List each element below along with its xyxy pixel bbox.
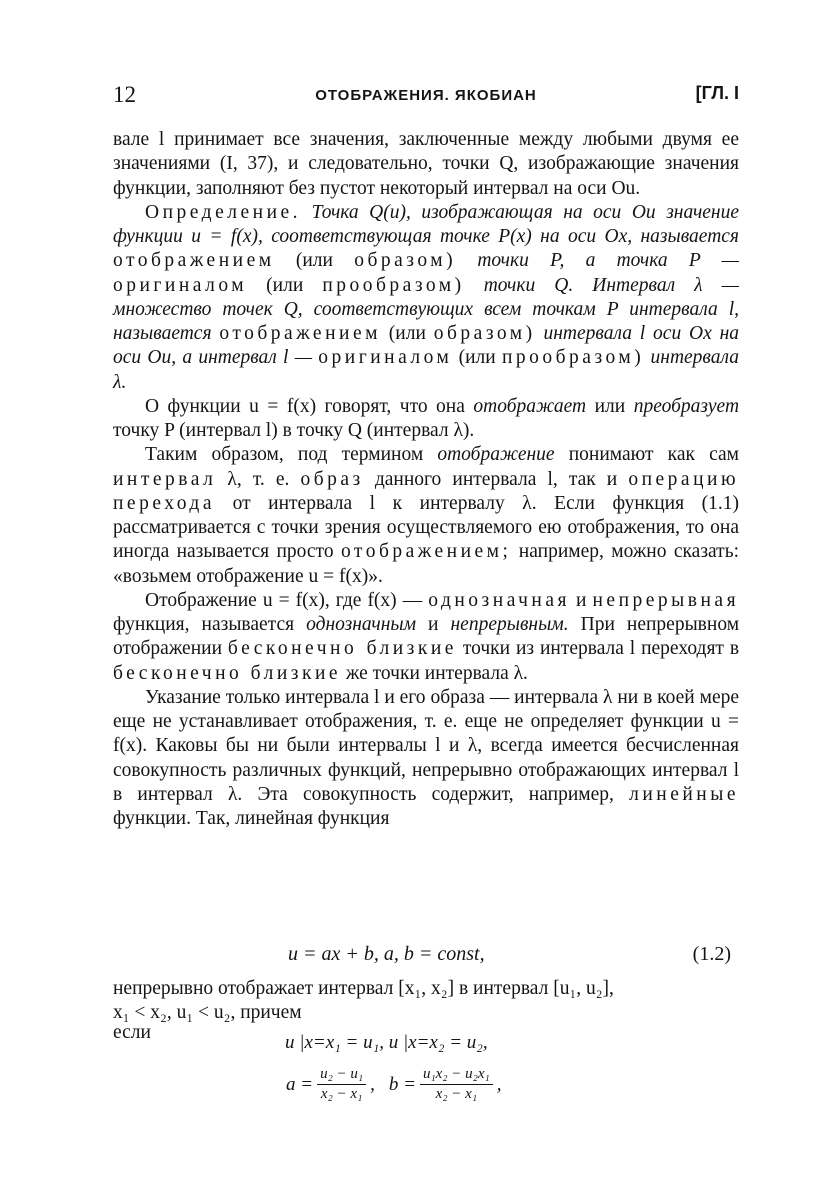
- p6-term-linear: линейные: [629, 783, 739, 805]
- paragraph-3: [113, 395, 739, 444]
- definition-text-5: интервала λ.: [113, 347, 739, 393]
- p5-term-single-valued-2: однозначным: [306, 614, 417, 635]
- paragraph-4: [113, 443, 739, 589]
- after-line-2: x₁ < x₂, u₁ < u₂, причем: [113, 1002, 302, 1024]
- p4-text-4: данного интервала l, так и: [374, 468, 618, 490]
- p5-text-5: же точки интервала λ.: [345, 662, 528, 684]
- p5-text-3: При непрерывном отображении: [113, 614, 740, 660]
- p3-text-2: точку P (интервал l) в точку Q (интервал λ).: [113, 420, 475, 441]
- definition-text-4: интервала l оси Ox на оси Ou, а интервал l —: [113, 323, 740, 369]
- term-preimage: прообразом): [322, 274, 465, 296]
- paragraph-definition: [113, 201, 739, 395]
- p4-text-2: понимают как сам: [568, 444, 739, 466]
- end-punct: ,: [496, 1073, 502, 1095]
- p3-text-1: О функции u = f(x) говорят, что она: [145, 395, 465, 417]
- definition-text-3: точки Q. Интервал λ — множество точек Q, соответствующих всем точкам P интервала l, называется: [113, 274, 740, 344]
- p5-text-4: точки из интервала l переходят в: [462, 638, 740, 660]
- paragraph-5: [113, 589, 739, 686]
- text-or: (или: [295, 250, 333, 272]
- coefficient-formulas: [286, 1066, 502, 1103]
- a-numerator: u₂ − u₁: [317, 1066, 366, 1085]
- term-obraz: образом): [354, 250, 457, 272]
- p5-text-2: функция, называется: [113, 614, 295, 635]
- equation-1-2: [113, 943, 739, 971]
- p3-term-transforms: преобразует: [633, 395, 740, 417]
- definition-heading: Определение.: [145, 201, 302, 223]
- p5-term-continuous-2: непрерывным.: [450, 614, 569, 635]
- paragraph-6: [113, 686, 739, 832]
- page-number: 12: [113, 82, 136, 107]
- p5-text-and: и: [576, 589, 587, 611]
- b-fraction: [420, 1066, 493, 1103]
- p4-term-interval: интервал: [113, 468, 217, 490]
- p4-text-6: например, можно сказать: «возьмем отображение u = f(x)».: [113, 541, 740, 587]
- page-header: [113, 82, 739, 112]
- after-equation-text: [113, 977, 739, 1026]
- body-text: [113, 128, 739, 831]
- esli-label: если: [113, 1022, 151, 1043]
- term-preimage-2: прообразом): [501, 347, 645, 369]
- text-or-2: (или: [266, 274, 304, 296]
- term-image-2: отображением: [219, 323, 381, 344]
- separator: ,: [370, 1073, 375, 1095]
- term-image: отображением: [113, 250, 275, 272]
- b-label: b =: [388, 1073, 416, 1095]
- term-original: оригиналом: [113, 274, 248, 296]
- equation-number: (1.2): [692, 943, 731, 965]
- chapter-label: [ГЛ. I: [695, 83, 739, 103]
- definition-text-1: Точка Q(u), изображающая на оси Ou значение функции u = f(x), соответствующая точке P(x) на оси Ox, называется: [113, 201, 740, 247]
- term-obraz-2: образом): [433, 323, 536, 344]
- running-title: ОТОБРАЖЕНИЯ. ЯКОБИАН: [315, 87, 537, 104]
- text-or-3: (или: [388, 323, 426, 344]
- b-numerator: u₁x₂ − u₂x₁: [420, 1066, 493, 1085]
- p4-text-1: Таким образом, под термином: [145, 444, 424, 466]
- definition-text-2: точки P, а точка P —: [477, 250, 739, 272]
- a-label: a =: [286, 1073, 314, 1095]
- p3-text-or: или: [594, 395, 626, 417]
- p4-term-mapping-2: отображением;: [340, 541, 512, 563]
- p3-term-maps: отображает: [473, 395, 587, 417]
- p4-term-operation: операцию перехода: [113, 468, 740, 514]
- p6-text-2: функции. Так, линейная функция: [113, 808, 390, 829]
- p4-term-mapping: отображение: [437, 444, 555, 466]
- term-original-2: оригиналом: [318, 347, 453, 369]
- p5-term-inf-close-2: бесконечно близкие: [113, 662, 342, 684]
- p4-term-obraz: образ: [300, 468, 364, 490]
- p5-term-continuous: непрерывная: [592, 589, 740, 611]
- p4-text-5: от интервала l к интервалу λ. Если функция (1.1) рассматривается с точки зрения осуществляемого ею отображения, то она иногда называется просто: [113, 492, 740, 563]
- p5-text-and-2: и: [428, 614, 439, 635]
- p5-term-inf-close: бесконечно близкие: [227, 638, 457, 660]
- b-denominator: x₂ − x₁: [435, 1086, 478, 1102]
- p5-text-1: Отображение u = f(x), где f(x) —: [145, 589, 423, 611]
- a-fraction: [317, 1066, 366, 1103]
- a-denominator: x₂ − x₁: [320, 1086, 363, 1102]
- p4-text-3: λ, т. е.: [227, 468, 290, 490]
- equation-formula: u = ax + b, a, b = const,: [288, 943, 485, 965]
- p6-text-1: Указание только интервала l и его образа — интервала λ ни в коей мере еще не устанавливает отображения, т. е. еще не определяет функции u = f(x). Каковы бы ни были интервалы l и λ, всегда имеется бесчисленная совокупность различных функций, непрерывно отображающих интервал l в интервал λ. Эта совокупность содержит, например,: [113, 686, 739, 805]
- paragraph-1: вале l принимает все значения, заключенные между любыми двумя ее значениями (I, 37), и следовательно, точки Q, изображающие значения функции, заполняют без пустот некоторый интервал на оси Ou.: [113, 129, 739, 199]
- p5-term-single-valued: однозначная: [428, 589, 570, 611]
- boundary-conditions: u |x=x₁ = u₁, u |x=x₂ = u₂,: [285, 1032, 488, 1053]
- text-or-4: (или: [458, 347, 496, 369]
- after-line-1: непрерывно отображает интервал [x₁, x₂] в интервал [u₁, u₂],: [113, 978, 614, 999]
